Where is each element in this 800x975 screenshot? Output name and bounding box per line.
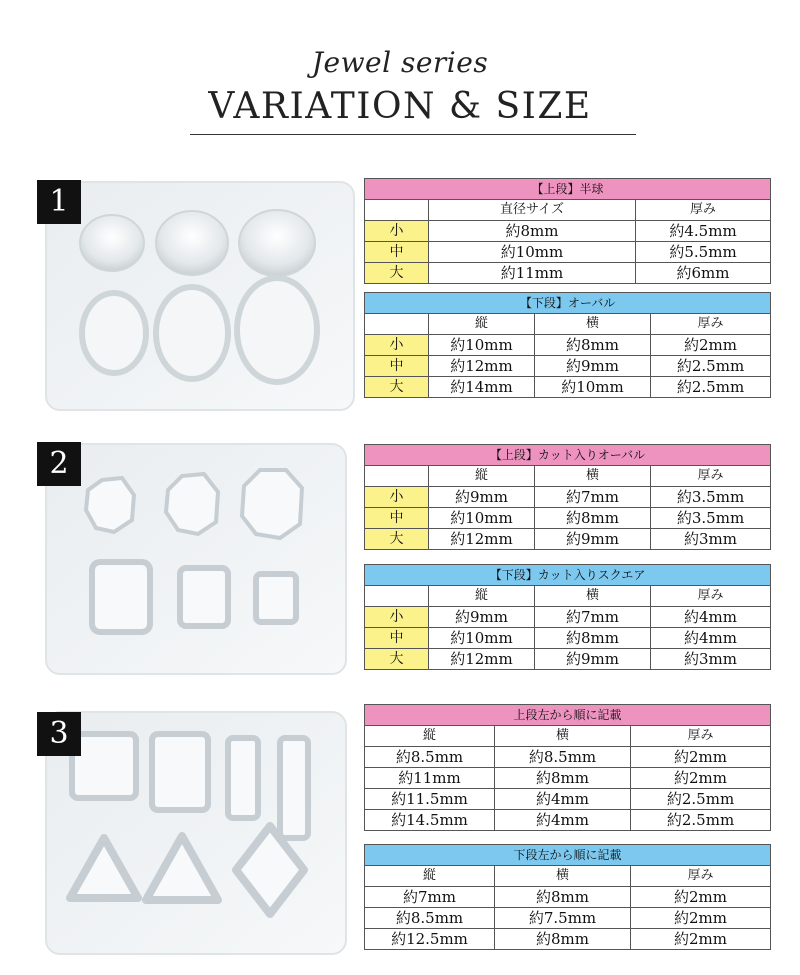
series-subtitle: Jewel series <box>311 46 489 79</box>
table-row <box>365 887 771 908</box>
table-cell: 約4mm <box>495 810 631 831</box>
table-row <box>365 747 771 768</box>
mold-3-illustration <box>42 708 358 958</box>
table-cell: 約5.5mm <box>636 242 771 263</box>
square-cavity <box>72 734 136 798</box>
column-header: 横 <box>535 586 651 607</box>
table-row <box>365 810 771 831</box>
cut-square-cavity-medium <box>180 568 228 626</box>
mold-image-1 <box>42 178 358 414</box>
size-label: 小 <box>365 221 429 242</box>
column-header: 横 <box>535 314 651 335</box>
oval-cavity-large <box>237 278 317 382</box>
page-header <box>0 0 800 150</box>
table-cell: 約4mm <box>651 628 771 649</box>
size-label: 大 <box>365 529 429 550</box>
mold-image-2 <box>42 440 358 678</box>
table-caption: 上段左から順に記載 <box>365 705 771 726</box>
table-caption: 【上段】カット入りオーバル <box>365 445 771 466</box>
table-cell: 約8mm <box>535 335 651 356</box>
oval-cavity-medium <box>156 287 228 379</box>
size-label: 小 <box>365 607 429 628</box>
table-cell: 約8mm <box>535 628 651 649</box>
table-cell: 約11mm <box>429 263 636 284</box>
size-label: 中 <box>365 508 429 529</box>
table-cell: 約2mm <box>631 768 771 789</box>
dome-cavity-small <box>80 215 144 271</box>
table-cell: 約10mm <box>429 628 535 649</box>
table-cell: 約2.5mm <box>651 377 771 398</box>
column-header: 厚み <box>631 726 771 747</box>
table-cell: 約3.5mm <box>651 487 771 508</box>
table-row <box>365 487 771 508</box>
spec-table-1-lower <box>364 292 771 398</box>
table-cell: 約11.5mm <box>365 789 495 810</box>
table-cell: 約9mm <box>429 607 535 628</box>
table-cell: 約8.5mm <box>365 908 495 929</box>
table-cell: 約10mm <box>535 377 651 398</box>
column-header: 横 <box>535 466 651 487</box>
table-cell: 約12mm <box>429 649 535 670</box>
table-cell: 約8mm <box>535 508 651 529</box>
table-row <box>365 529 771 550</box>
rectangle-cavity <box>152 734 208 810</box>
column-header: 縦 <box>429 466 535 487</box>
table-cell: 約3mm <box>651 649 771 670</box>
cut-oval-cavity-large <box>242 470 302 538</box>
title-divider <box>190 134 636 135</box>
page-title: VARIATION & SIZE <box>208 86 592 127</box>
table-cell: 約12mm <box>429 356 535 377</box>
table-cell: 約11mm <box>365 768 495 789</box>
table-cell: 約4mm <box>495 789 631 810</box>
table-cell: 約6mm <box>636 263 771 284</box>
table-cell: 約10mm <box>429 335 535 356</box>
table-cell: 約2.5mm <box>631 789 771 810</box>
table-cell: 約3.5mm <box>651 508 771 529</box>
oval-cavity-small <box>82 293 146 373</box>
column-header: 横 <box>495 866 631 887</box>
column-header: 厚み <box>631 866 771 887</box>
column-header: 縦 <box>365 866 495 887</box>
size-label: 中 <box>365 356 429 377</box>
table-row <box>365 356 771 377</box>
table-cell: 約9mm <box>535 529 651 550</box>
mold-2-illustration <box>42 440 358 678</box>
section-number-badge: 2 <box>37 442 81 486</box>
cut-square-cavity-large <box>92 562 150 632</box>
table-cell: 約8.5mm <box>495 747 631 768</box>
section-number-badge: 1 <box>37 180 81 224</box>
table-cell: 約12.5mm <box>365 929 495 950</box>
dome-cavity-medium <box>156 211 228 275</box>
table-cell: 約10mm <box>429 242 636 263</box>
table-caption: 【下段】オーバル <box>365 293 771 314</box>
table-row <box>365 628 771 649</box>
table-cell: 約2mm <box>631 908 771 929</box>
corner-cell <box>365 466 429 487</box>
section-number-badge: 3 <box>37 712 81 756</box>
table-row <box>365 508 771 529</box>
size-label: 中 <box>365 628 429 649</box>
table-row <box>365 929 771 950</box>
table-cell: 約4.5mm <box>636 221 771 242</box>
spec-table-1-upper <box>364 178 771 284</box>
table-caption: 【下段】カット入りスクエア <box>365 565 771 586</box>
table-cell: 約7mm <box>365 887 495 908</box>
spec-table-2-lower <box>364 564 771 670</box>
bar-cavity-short <box>228 738 258 818</box>
table-row <box>365 335 771 356</box>
table-cell: 約9mm <box>535 649 651 670</box>
column-header: 直径サイズ <box>429 200 636 221</box>
table-row <box>365 242 771 263</box>
table-caption: 【上段】半球 <box>365 179 771 200</box>
table-cell: 約8mm <box>429 221 636 242</box>
table-cell: 約2.5mm <box>631 810 771 831</box>
size-label: 小 <box>365 335 429 356</box>
mold-1-illustration <box>42 178 358 414</box>
table-cell: 約8mm <box>495 768 631 789</box>
spec-table-2-upper <box>364 444 771 550</box>
table-row <box>365 377 771 398</box>
size-label: 大 <box>365 649 429 670</box>
table-cell: 約14.5mm <box>365 810 495 831</box>
cut-oval-cavity-small <box>86 478 134 532</box>
bar-cavity-long <box>280 738 308 838</box>
dome-cavity-large <box>239 210 315 276</box>
size-label: 大 <box>365 263 429 284</box>
table-row <box>365 263 771 284</box>
table-row <box>365 908 771 929</box>
corner-cell <box>365 314 429 335</box>
table-cell: 約14mm <box>429 377 535 398</box>
column-header: 厚み <box>651 314 771 335</box>
size-label: 中 <box>365 242 429 263</box>
corner-cell <box>365 200 429 221</box>
column-header: 縦 <box>365 726 495 747</box>
column-header: 縦 <box>429 314 535 335</box>
spec-table-3-lower <box>364 844 771 950</box>
table-cell: 約9mm <box>535 356 651 377</box>
table-cell: 約2.5mm <box>651 356 771 377</box>
table-cell: 約12mm <box>429 529 535 550</box>
table-cell: 約8mm <box>495 887 631 908</box>
table-caption: 下段左から順に記載 <box>365 845 771 866</box>
column-header: 横 <box>495 726 631 747</box>
table-row <box>365 607 771 628</box>
table-cell: 約2mm <box>631 929 771 950</box>
size-label: 大 <box>365 377 429 398</box>
table-cell: 約8mm <box>495 929 631 950</box>
spec-table-3-upper <box>364 704 771 831</box>
mold-image-3 <box>42 708 358 958</box>
table-cell: 約2mm <box>651 335 771 356</box>
table-cell: 約4mm <box>651 607 771 628</box>
column-header: 厚み <box>636 200 771 221</box>
table-cell: 約2mm <box>631 887 771 908</box>
table-row <box>365 789 771 810</box>
table-cell: 約7.5mm <box>495 908 631 929</box>
table-cell: 約10mm <box>429 508 535 529</box>
table-row <box>365 768 771 789</box>
cut-oval-cavity-medium <box>166 474 218 534</box>
table-cell: 約2mm <box>631 747 771 768</box>
table-cell: 約7mm <box>535 487 651 508</box>
table-cell: 約8.5mm <box>365 747 495 768</box>
table-cell: 約7mm <box>535 607 651 628</box>
table-cell: 約3mm <box>651 529 771 550</box>
size-label: 小 <box>365 487 429 508</box>
table-row <box>365 649 771 670</box>
corner-cell <box>365 586 429 607</box>
table-row <box>365 221 771 242</box>
column-header: 縦 <box>429 586 535 607</box>
cut-square-cavity-small <box>256 574 296 622</box>
table-cell: 約9mm <box>429 487 535 508</box>
column-header: 厚み <box>651 466 771 487</box>
column-header: 厚み <box>651 586 771 607</box>
